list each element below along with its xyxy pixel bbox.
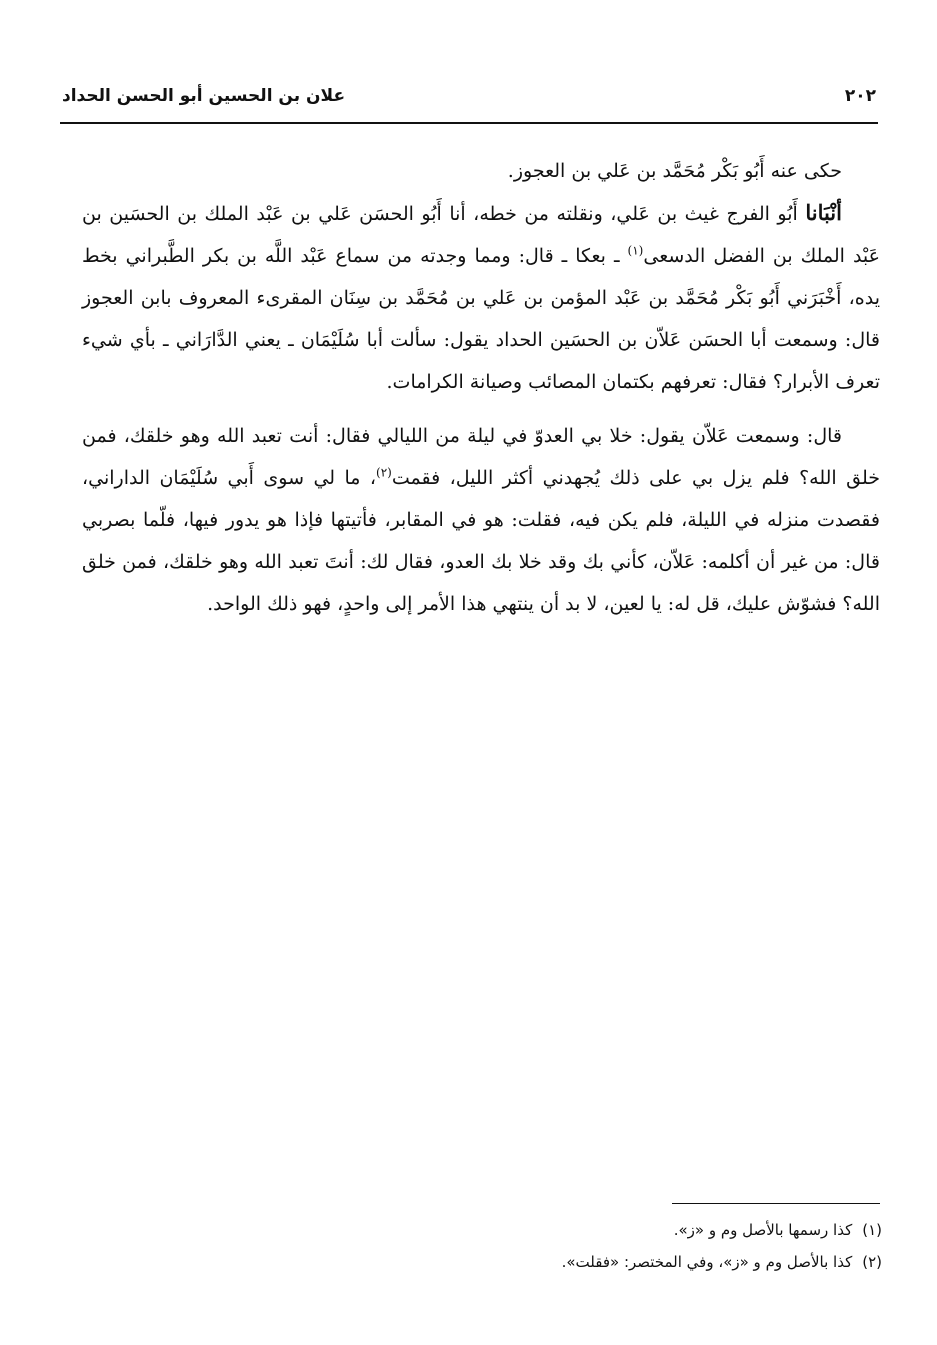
p2-line-2b: ـ بعكا ـ قال: ومما وجدته من: [387, 245, 628, 267]
running-header: [60, 86, 878, 118]
footnote-separator: [672, 1203, 880, 1204]
anbana-keyword: أنْبَانا: [805, 200, 842, 225]
main-text: [82, 150, 880, 625]
p2-line-2a: عَبْد الملك بن الحسَين بن عَبْد الملك بن الفضل الدسعى: [82, 203, 880, 267]
p2-line-1: أَبُو الفرج غيث بن عَلي، ونقلته من خطه، أنا أَبُو الحسَن عَلي بن: [290, 203, 806, 225]
p3-line-6: لعين، لا بد أن ينتهي هذا الأمر إلى واحدٍ، فهو ذلك الواحد.: [207, 593, 645, 615]
footnote-1: [82, 1214, 882, 1246]
p3-line-2b: ، ما لي سوى: [263, 467, 377, 489]
p2-line-5: الحسَين الحداد يقول: سألت أبا سُلَيْمَان ـ يعني الدَّارَاني ـ بأي شيء تعرف الأبرار؟ فقال:: [82, 329, 880, 393]
p2-line-4: عَلي بن مُحَمَّد بن سِنَان المقرىء المعروف بابن العجوز قال: وسمعت أبا الحسَن عَلاّن بن: [82, 287, 880, 351]
paragraph-1: [82, 150, 880, 192]
footnote-2-number: (٢): [862, 1253, 882, 1271]
p3-line-2a: خلقك، فمن خلق الله؟ فلم يزل بي على ذلك يُجهدني أكثر الليل، فقمت: [82, 425, 881, 489]
p3-line-1: قال: وسمعت عَلاّن يقول: خلا بي العدوّ في ليلة من الليالي فقال: أنت تعبد الله وهو: [180, 425, 842, 447]
page-number: ٢٠٢: [844, 86, 876, 106]
running-title: علان بن الحسين أبو الحسن الحداد: [62, 86, 346, 106]
header-rule: [60, 122, 878, 124]
footnote-marker-1[interactable]: (١): [627, 243, 644, 258]
p1-line-1: حكى عنه أَبُو بَكْر مُحَمَّد بن عَلي بن العجوز.: [507, 160, 842, 182]
paragraph-3: [82, 415, 880, 625]
footnote-2-text: كذا بالأصل وم و «ز»، وفي المختصر: «فقلت».: [561, 1253, 853, 1271]
p3-line-4: فإذا هو يدور فيها، فلّما بصربي قال: من غير أن أكلمه: عَلاّن، كأني بك وقد خلا بك: [82, 509, 880, 573]
footnote-1-number: (١): [862, 1221, 882, 1239]
footnote-1-text: كذا رسمها بالأصل وم و «ز».: [673, 1221, 853, 1239]
p3-line-5: العدو، فقال لك: أنتَ تعبد الله وهو خلقك، فمن خلق الله؟ فشوّش عليك، قل له: يا: [82, 551, 880, 615]
footnote-marker-2[interactable]: (٢): [376, 465, 392, 480]
p3-line-3: أَبي سُلَيْمَان الداراني، فقصدت منزله في الليلة، فلم يكن فيه، فقلت: هو في المقابر، فأتيتها: [82, 467, 880, 531]
footnotes: [82, 1214, 882, 1278]
paragraph-2: [82, 192, 880, 403]
p2-line-3: سماع عَبْد اللَّه بن بكر الطَّبراني بخط يده، أَخْبَرَني أَبُو بَكْر مُحَمَّد بن عَبْد المؤمن بن: [82, 245, 881, 309]
p2-line-6: تعرفهم بكتمان المصائب وصيانة الكرامات.: [386, 371, 717, 393]
footnote-2: [82, 1246, 882, 1278]
